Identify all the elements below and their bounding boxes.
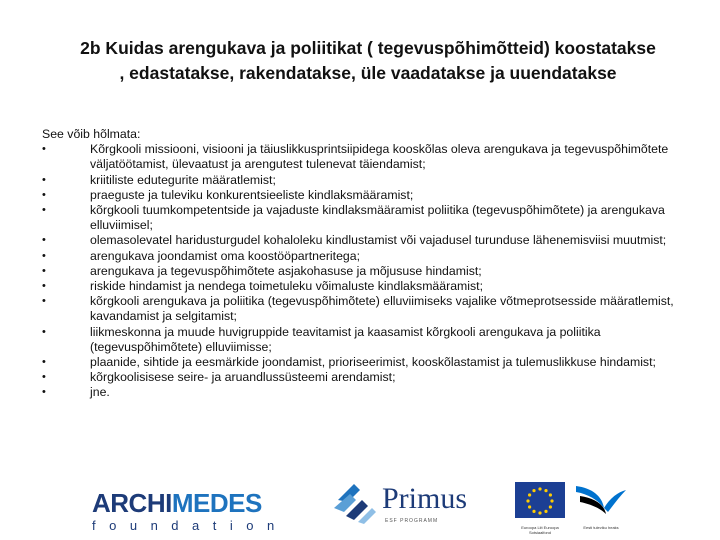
bullet-icon: • — [42, 264, 46, 277]
eu-flag-icon — [515, 482, 565, 518]
content-body — [42, 127, 692, 401]
page-title: 2b Kuidas arengukava ja poliitikat ( tegevuspõhimõtteid) koostatakse , edastatakse, rakendatakse, üle vaadatakse ja uuendatakse — [80, 38, 656, 83]
list-item: • praeguste ja tuleviku konkurentsieeliste kindlaksmääramist; — [42, 187, 414, 202]
bullet-icon: • — [42, 356, 46, 369]
bullet-icon: • — [42, 234, 46, 247]
list-item: • kõrgkooli tuumkompetentside ja vajaduste kindlaksmääramist poliitika (tegevuspõhimõtete) ja arengukava elluviimisel; — [42, 203, 665, 233]
footer-logos — [0, 470, 720, 535]
list-item: • olemasolevatel haridusturgudel kohaloleku kindlustamist või vajadusel turunduse lähenemisviisi muutmist; — [42, 233, 667, 248]
bullet-icon: • — [42, 173, 46, 186]
eu-logo: Euroopa Liit Euroopa Sotsiaalfond — [515, 482, 565, 535]
list-item: • arengukava joondamist oma koostööpartneritega; — [42, 248, 361, 263]
bullet-list — [42, 142, 692, 400]
bullet-icon: • — [42, 280, 46, 293]
primus-emblem-icon — [330, 478, 380, 528]
intro-text: See võib hõlmata: — [42, 127, 141, 141]
primus-logo: Primus ESF PROGRAMM — [330, 478, 480, 528]
list-item: • jne. — [42, 385, 110, 400]
list-item: • kõrgkooli arengukava ja poliitika (tegevuspõhimõtete) elluviimiseks vajalike võtmeprotsesside määratlemist, kavandamist ja selgitamist; — [42, 294, 674, 324]
bullet-icon: • — [42, 371, 46, 384]
list-item: • plaanide, sihtide ja eesmärkide joondamist, prioriseerimist, kooskõlastamist ja tulemuslikkuse hindamist; — [42, 355, 656, 370]
list-item: • riskide hindamist ja nendega toimetuleku võimaluste kindlaksmääramist; — [42, 279, 484, 294]
list-item: • kriitiliste edutegurite määratlemist; — [42, 172, 276, 187]
swallow-emblem-icon — [574, 482, 628, 518]
bullet-icon: • — [42, 204, 46, 217]
bullet-icon: • — [42, 386, 46, 399]
bullet-icon: • — [42, 325, 46, 338]
list-item: • liikmeskonna ja muude huvigruppide teavitamist ja kaasamist kõrgkooli arengukava ja poliitika (tegevuspõhimõtete) elluviimisse; — [42, 324, 601, 354]
list-item: • arengukava ja tegevuspõhimõtete asjakohasuse ja mõjususe hindamist; — [42, 263, 482, 278]
list-item: • Kõrgkooli missiooni, visiooni ja täiuslikkusprintsiipidega kooskõlas oleva arengukava ja tegevuspõhimõtete väljatöötamist, ülevaatust ja arengutest tulenevat täiendamist; — [42, 142, 669, 172]
bullet-icon: • — [42, 295, 46, 308]
list-item: • kõrgkoolisisese seire- ja aruandlussüsteemi arendamist; — [42, 370, 396, 385]
estonia-logo: Eesti tuleviku heaks — [574, 482, 628, 530]
bullet-icon: • — [42, 143, 46, 156]
bullet-icon: • — [42, 249, 46, 262]
archimedes-logo: ARCHIMEDES foundation — [92, 488, 288, 533]
bullet-icon: • — [42, 188, 46, 201]
